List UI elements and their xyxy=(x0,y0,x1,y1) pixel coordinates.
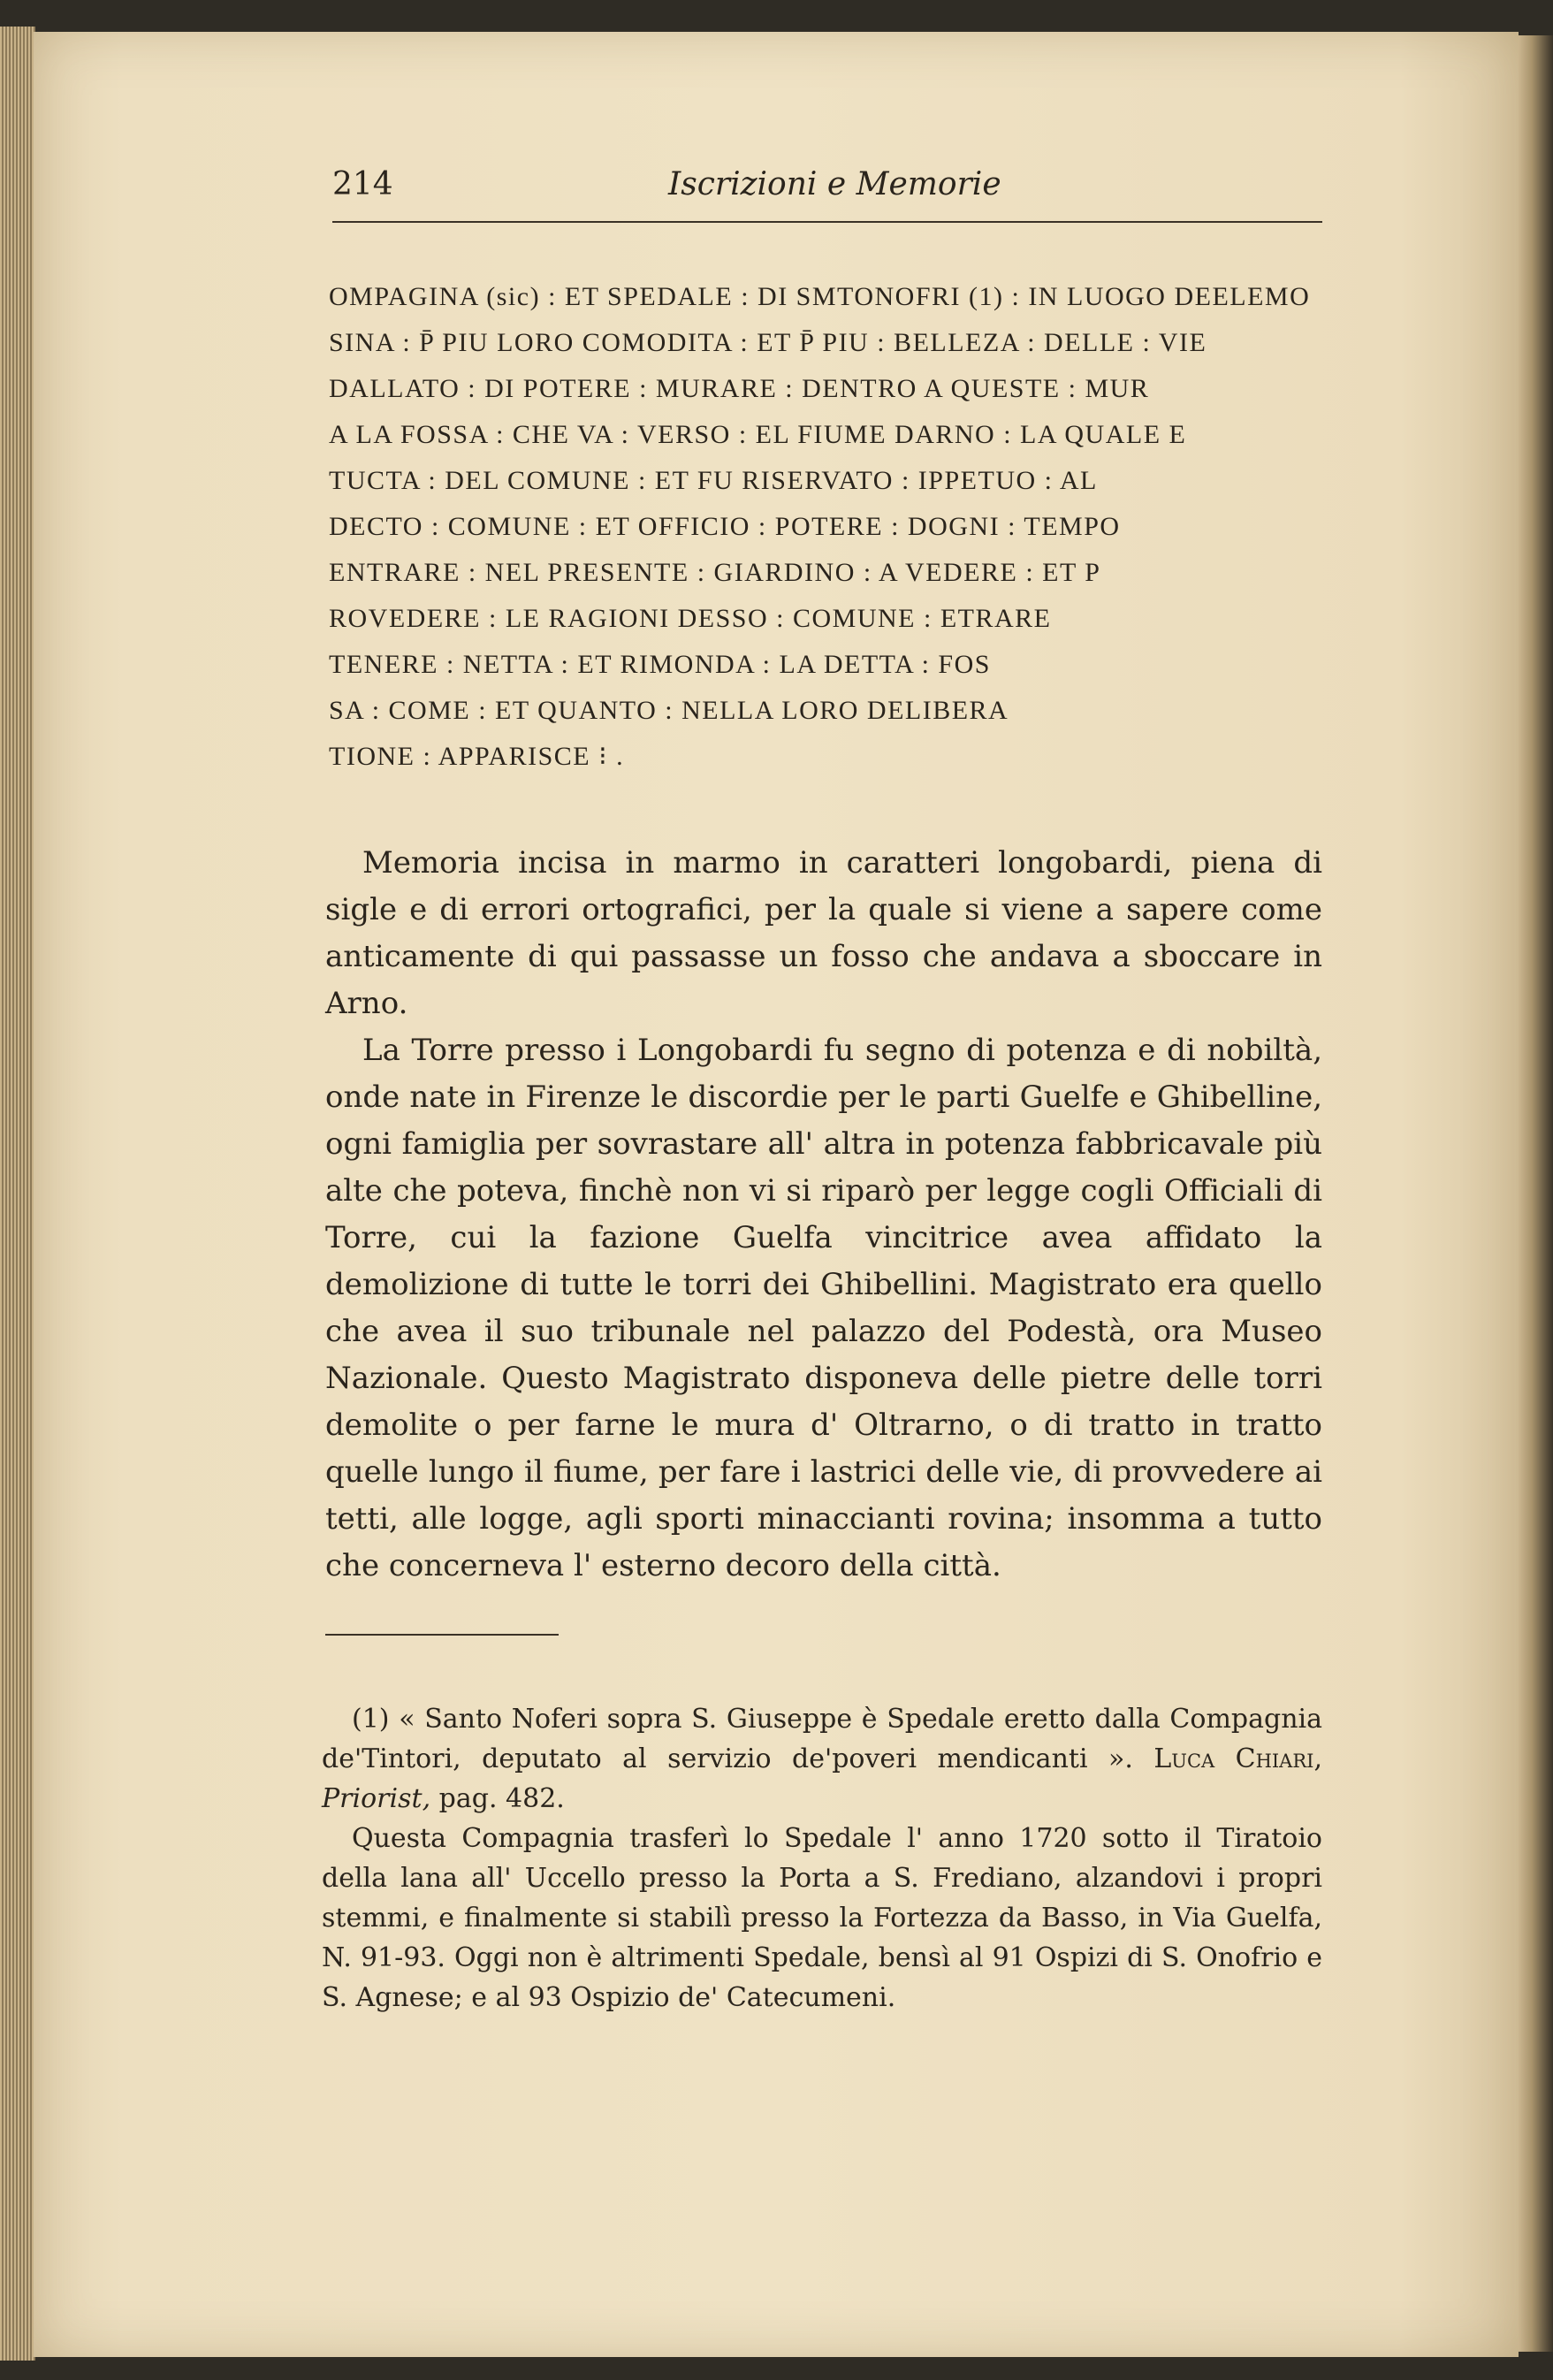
body-text xyxy=(325,840,1322,1590)
footnote-divider xyxy=(325,1634,559,1636)
book-page-edges-left xyxy=(0,27,35,2361)
book-page-edge-right xyxy=(1518,35,1553,2352)
inscription-line: DALLATO : DI POTERE : MURARE : DENTRO A QUESTE : MUR xyxy=(329,374,1150,403)
footnote-1-page: pag. 482. xyxy=(438,1783,565,1814)
body-paragraph-2: La Torre presso i Longobardi fu segno di potenza e di nobiltà, onde nate in Firenze le discordie per le parti Guelfe e Ghibelline, ogni famiglia per sovrastare all' altra in potenza fabbricavale più alte che poteva, finchè non vi si riparò per legge cogli Officiali di Torre, cui la fazione Guelfa vincitrice avea affidato la demolizione di tutte le torri dei Ghibellini. Magistrato era quello che avea il suo tribunale nel palazzo del Podestà, ora Museo Nazionale. Questo Magistrato disponeva delle pietre delle torri demolite o per farne le mura d' Oltrarno, o di tratto in tratto quelle lungo il fiume, per fare i lastrici delle vie, di provvedere ai tetti, alle logge, agli sporti minaccianti rovina; insomma a tutto che concerneva l' esterno decoro della città. xyxy=(325,1033,1322,1583)
footnote-2: Questa Compagnia trasferì lo Spedale l' anno 1720 sotto il Tiratoio della lana all' Uccello presso la Porta a S. Frediano, alzandovi i propri stemmi, e finalmente si stabilì presso la Fortezza da Basso, in Via Guelfa, N. 91-93. Oggi non è altrimenti Spedale, bensì al 91 Ospizi di S. Onofrio e S. Agnese; e al 93 Ospizio de' Catecumeni. xyxy=(322,1823,1322,2013)
inscription-line: TUCTA : DEL COMUNE : ET FU RISERVATO : IPPETUO : AL xyxy=(329,466,1098,495)
page-header xyxy=(332,166,1322,223)
footnote-1-text: (1) « Santo Noferi sopra S. Giuseppe è Spedale eretto dalla Compagnia de'Tintori, deputato al servizio de'poveri mendicanti ». xyxy=(322,1704,1322,1774)
footnote-1-author: Luca Chiari, xyxy=(1153,1743,1322,1774)
inscription-line: A LA FOSSA : CHE VA : VERSO : EL FIUME DARNO : LA QUALE E xyxy=(329,420,1187,449)
inscription-line: DECTO : COMUNE : ET OFFICIO : POTERE : DOGNI : TEMPO xyxy=(329,512,1121,541)
footnotes xyxy=(322,1699,1322,2018)
inscription-line: TIONE : APPARISCE ⁝ . xyxy=(329,742,625,771)
inscription-block xyxy=(329,274,1328,780)
running-title: Iscrizioni e Memorie xyxy=(668,166,1001,202)
body-paragraph-1: Memoria incisa in marmo in caratteri longobardi, piena di sigle e di errori ortografici, per la quale si viene a sapere come anticamente di qui passasse un fosso che andava a sboccare in Arno. xyxy=(325,845,1322,1021)
inscription-line: SINA : P̄ PIU LORO COMODITA : ET P̄ PIU : BELLEZA : DELLE : VIE xyxy=(329,328,1207,357)
inscription-line: ENTRARE : NEL PRESENTE : GIARDINO : A VEDERE : ET P xyxy=(329,558,1101,587)
inscription-line: TENERE : NETTA : ET RIMONDA : LA DETTA : FOS xyxy=(329,650,991,679)
footnote-1-work: Priorist, xyxy=(322,1783,431,1814)
inscription-line: ROVEDERE : LE RAGIONI DESSO : COMUNE : ETRARE xyxy=(329,604,1052,633)
inscription-line: SA : COME : ET QUANTO : NELLA LORO DELIBERA xyxy=(329,696,1009,725)
footnote-1 xyxy=(322,1699,1322,1819)
page-number: 214 xyxy=(332,166,393,202)
inscription-line: OMPAGINA (sic) : ET SPEDALE : DI SMTONOFRI (1) : IN LUOGO DEELEMO xyxy=(329,282,1311,311)
